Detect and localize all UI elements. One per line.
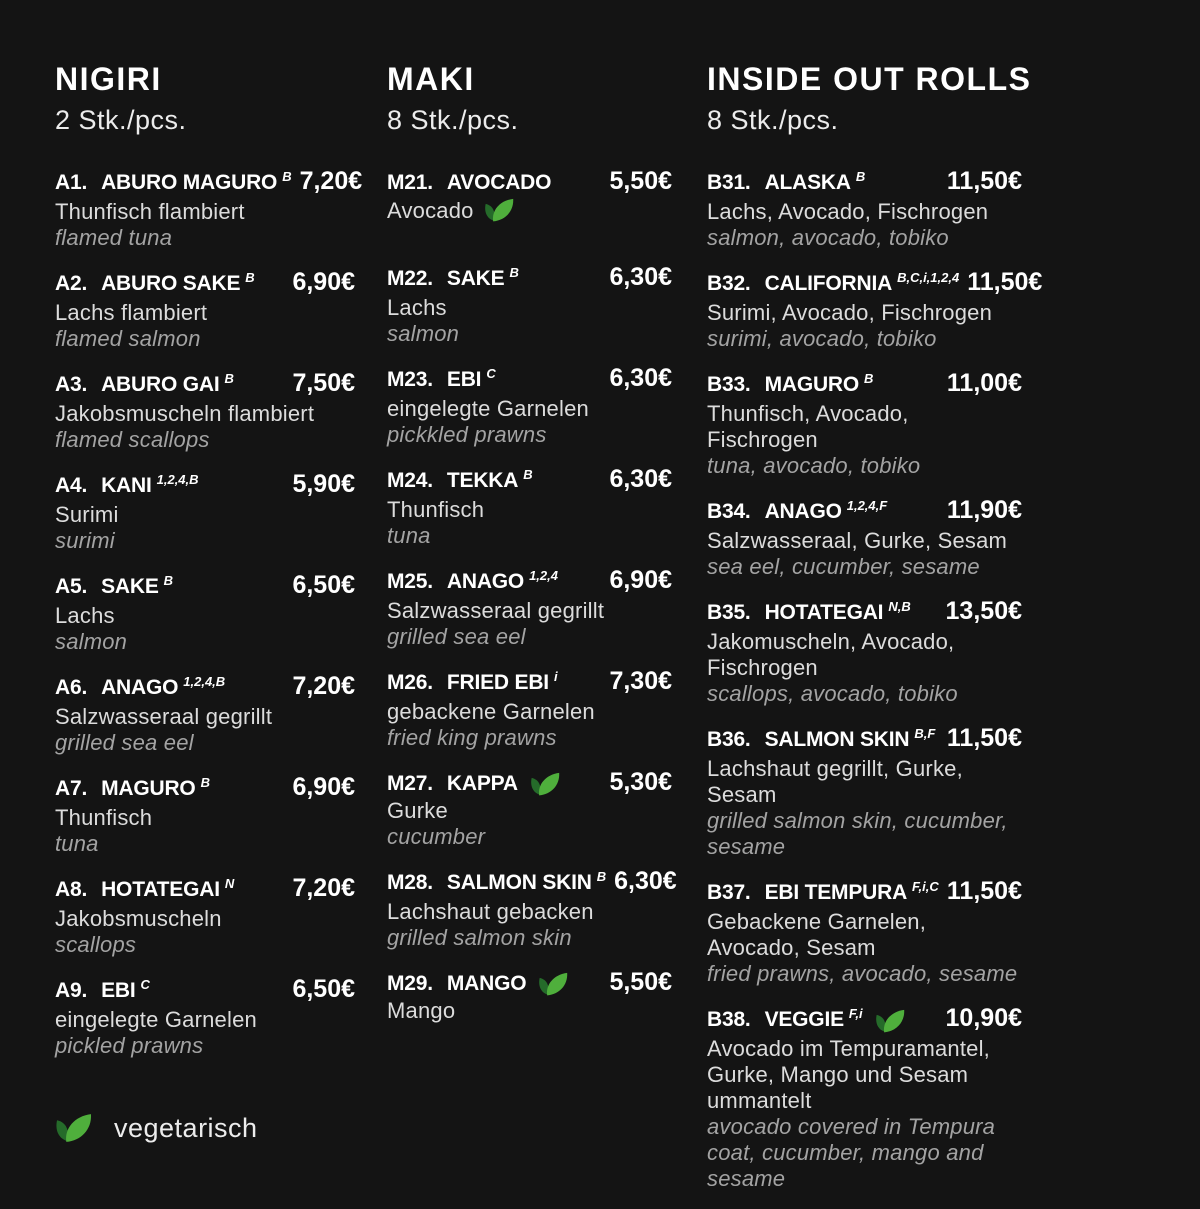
item-name-row: [707, 267, 1043, 300]
section-items: [707, 166, 1043, 1209]
vegetarian-leaf-icon: [530, 771, 560, 798]
menu-item: [707, 167, 1022, 251]
menu-item: [387, 768, 672, 850]
item-name: MAGURO: [101, 776, 196, 800]
item-code: M24.: [387, 468, 433, 492]
item-name: EBI: [101, 978, 136, 1002]
item-name: EBI: [446, 367, 482, 391]
menu-item: [707, 597, 1022, 707]
item-description-en: grilled sea eel: [55, 729, 194, 755]
item-price: 6,50€: [292, 974, 355, 1003]
menu-item: [55, 672, 355, 756]
item-description-de: Thunfisch: [55, 804, 153, 830]
menu-item: [55, 975, 355, 1059]
item-description-en: fried prawns, avocado, sesame: [707, 960, 1018, 986]
item-name-row: [55, 268, 355, 300]
item-price: 7,50€: [292, 368, 355, 397]
item-description-de: Salzwasseraal gegrillt: [55, 703, 273, 729]
item-description-de: Lachs: [387, 294, 447, 320]
item-code: M25.: [387, 569, 433, 593]
item-name-row: [387, 768, 672, 798]
item-name: ANAGO: [446, 569, 525, 593]
item-code: A9.: [55, 978, 88, 1002]
item-description-de: Salzwasseraal, Gurke, Sesam: [707, 527, 1008, 553]
item-name-row: [55, 874, 355, 906]
item-code: M28.: [387, 870, 433, 894]
item-price: 7,20€: [299, 166, 363, 195]
menu-item: [707, 877, 1022, 987]
item-code: B32.: [707, 271, 751, 295]
item-name-row: [387, 566, 672, 598]
item-price: 6,30€: [609, 262, 672, 291]
item-price: 11,50€: [946, 166, 1022, 195]
menu-item: [707, 496, 1022, 580]
item-description-de: Thunfisch, Avocado, Fischrogen: [707, 400, 909, 452]
section-subtitle: 8 Stk./pcs.: [387, 104, 519, 135]
item-description-de: Avocado im Tempuramantel, Gurke, Mango und Sesam ummantelt: [707, 1035, 990, 1113]
item-name-row: [387, 465, 672, 497]
item-name-row: [387, 866, 677, 899]
item-description-de: Lachs, Avocado, Fischrogen: [707, 198, 989, 224]
item-code: A4.: [55, 473, 88, 497]
item-code: A3.: [55, 372, 88, 396]
menu-item: [387, 667, 672, 751]
item-price: 6,30€: [614, 866, 677, 895]
menu-item: [387, 566, 672, 650]
item-name-row: [55, 470, 355, 502]
item-allergen-codes: F,i: [848, 1005, 863, 1021]
item-name-row: [707, 597, 1022, 629]
item-code: B33.: [707, 372, 751, 396]
section-title: MAKI: [387, 61, 475, 97]
item-allergen-codes: B: [509, 264, 519, 280]
menu-item: [55, 268, 355, 352]
menu-item: [55, 470, 355, 554]
item-price: 7,30€: [609, 666, 672, 695]
item-code: A1.: [55, 170, 88, 194]
item-name: MANGO: [446, 971, 527, 995]
item-name: EBI TEMPURA: [764, 880, 908, 904]
item-name-row: [707, 496, 1022, 528]
item-name: ANAGO: [101, 675, 179, 699]
menu-item: [55, 874, 355, 958]
item-description-de: Lachshaut gebacken: [387, 898, 594, 924]
item-description-de: gebackene Garnelen: [387, 698, 595, 724]
item-price: 13,50€: [945, 596, 1022, 625]
item-name-row: [55, 975, 355, 1007]
item-name: SALMON SKIN: [446, 870, 592, 894]
menu-item: [55, 571, 355, 655]
item-name: SAKE: [446, 266, 505, 290]
item-name-row: [55, 571, 355, 603]
item-description-en: flamed tuna: [55, 224, 173, 250]
item-description-en: grilled salmon skin, cucumber, sesame: [707, 807, 1008, 859]
item-price: 11,50€: [946, 723, 1022, 752]
item-code: B31.: [707, 170, 751, 194]
item-price: 11,50€: [946, 876, 1022, 905]
item-description-en: pickled prawns: [55, 1032, 204, 1058]
item-price: 11,90€: [946, 495, 1022, 524]
item-description-en: salmon: [55, 628, 128, 654]
item-name: SALMON SKIN: [764, 727, 910, 751]
item-allergen-codes: B: [224, 370, 234, 386]
section-subtitle: 2 Stk./pcs.: [55, 104, 187, 135]
item-allergen-codes: B: [282, 168, 292, 184]
item-code: B35.: [707, 600, 751, 624]
item-description-de: Avocado: [387, 197, 672, 224]
vegetarian-leaf-icon: [55, 1112, 92, 1145]
item-description-en: flamed salmon: [55, 325, 201, 351]
item-allergen-codes: B: [596, 868, 607, 884]
item-code: A2.: [55, 271, 88, 295]
item-allergen-codes: B,C,i,1,2,4: [897, 269, 960, 285]
item-name: HOTATEGAI: [101, 877, 220, 901]
item-name-row: [387, 667, 672, 699]
item-name: ABURO GAI: [101, 372, 220, 396]
item-name-row: [707, 1004, 1022, 1036]
item-code: B34.: [707, 499, 751, 523]
item-allergen-codes: B: [245, 269, 255, 285]
item-allergen-codes: B: [163, 572, 174, 588]
menu-board: [55, 61, 1043, 1209]
item-description-en: tuna, avocado, tobiko: [707, 452, 921, 478]
menu-item: [387, 866, 677, 951]
menu-item: [55, 773, 355, 857]
item-code: M29.: [387, 971, 433, 995]
item-description-en: fried king prawns: [387, 724, 557, 750]
menu-item: [55, 369, 355, 453]
item-price: 7,20€: [292, 671, 355, 700]
item-allergen-codes: 1,2,4,F: [846, 497, 888, 513]
item-description-en: pickkled prawns: [387, 421, 547, 447]
menu-item: [707, 724, 1022, 860]
item-allergen-codes: i: [553, 668, 558, 684]
item-description-de: Jakobsmuscheln: [55, 905, 222, 931]
item-code: B37.: [707, 880, 751, 904]
item-code: A5.: [55, 574, 88, 598]
item-code: B36.: [707, 727, 751, 751]
item-price: 11,50€: [967, 267, 1043, 296]
vegetarian-legend-label: vegetarisch: [114, 1113, 258, 1143]
item-name: ALASKA: [764, 170, 851, 194]
item-description-en: scallops: [55, 931, 137, 957]
item-name: CALIFORNIA: [764, 271, 893, 295]
item-name: FRIED EBI: [446, 670, 549, 694]
item-name-row: [387, 167, 672, 197]
item-name: HOTATEGAI: [764, 600, 884, 624]
item-allergen-codes: 1,2,4: [529, 567, 558, 583]
item-description-de: Thunfisch flambiert: [55, 198, 245, 224]
item-name-row: [707, 724, 1022, 756]
item-code: M22.: [387, 266, 433, 290]
menu-section: [387, 61, 677, 1209]
item-description-de: Gebackene Garnelen, Avocado, Sesam: [707, 908, 927, 960]
item-description-en: flamed scallops: [55, 426, 210, 452]
item-allergen-codes: B: [200, 774, 210, 790]
item-price: 6,30€: [609, 464, 672, 493]
item-description-de: Lachs: [55, 602, 115, 628]
item-price: 11,00€: [946, 368, 1022, 397]
item-code: A8.: [55, 877, 88, 901]
item-price: 6,30€: [609, 363, 672, 392]
item-code: M26.: [387, 670, 433, 694]
item-name: KAPPA: [446, 771, 518, 795]
item-description-de: Surimi, Avocado, Fischrogen: [707, 299, 993, 325]
item-allergen-codes: N,B: [888, 598, 911, 614]
item-description-de: eingelegte Garnelen: [55, 1006, 257, 1032]
item-description-en: grilled sea eel: [387, 623, 526, 649]
item-allergen-codes: B,F: [914, 725, 936, 741]
menu-section: [55, 61, 363, 1209]
item-description-de: Thunfisch: [387, 496, 485, 522]
section-items: [55, 166, 363, 1076]
section-subtitle: 8 Stk./pcs.: [707, 104, 839, 135]
item-description-en: grilled salmon skin: [387, 924, 572, 950]
item-description-de: Surimi: [55, 501, 119, 527]
item-description-en: avocado covered in Tempura coat, cucumber, mango and sesame: [707, 1113, 996, 1191]
item-description-de: Salzwasseraal gegrillt: [387, 597, 605, 623]
item-code: B38.: [707, 1007, 751, 1031]
item-allergen-codes: C: [486, 365, 496, 381]
menu-item: [387, 263, 672, 347]
item-code: A7.: [55, 776, 88, 800]
item-description-de: Lachs flambiert: [55, 299, 208, 325]
item-allergen-codes: 1,2,4,B: [156, 471, 199, 487]
item-code: M23.: [387, 367, 433, 391]
item-name: ANAGO: [764, 499, 842, 523]
item-description-en: scallops, avocado, tobiko: [707, 680, 958, 706]
item-allergen-codes: N: [224, 875, 235, 891]
item-name-row: [707, 877, 1022, 909]
item-name: AVOCADO: [446, 170, 552, 194]
item-name-row: [387, 263, 672, 295]
item-allergen-codes: 1,2,4,B: [183, 673, 226, 689]
item-price: 6,90€: [292, 772, 355, 801]
item-description-en: tuna: [387, 522, 431, 548]
item-description-en: tuna: [55, 830, 99, 856]
item-price: 5,50€: [609, 166, 672, 195]
item-description-de: Jakobsmuscheln flambiert: [55, 400, 315, 426]
item-name: ABURO SAKE: [101, 271, 241, 295]
item-name: TEKKA: [446, 468, 519, 492]
item-name: MAGURO: [764, 372, 860, 396]
item-code: M27.: [387, 771, 433, 795]
item-description-en: salmon, avocado, tobiko: [707, 224, 949, 250]
item-name-row: [707, 167, 1022, 199]
item-description-de: Jakomuscheln, Avocado, Fischrogen: [707, 628, 955, 680]
item-name-row: [387, 364, 672, 396]
menu-item: [387, 167, 672, 246]
menu-item: [387, 465, 672, 549]
vegetarian-leaf-icon: [538, 971, 568, 998]
menu-item: [707, 1004, 1022, 1192]
item-name: ABURO MAGURO: [101, 170, 278, 194]
item-name-row: [55, 672, 355, 704]
menu-item: [707, 369, 1022, 479]
item-description-en: surimi, avocado, tobiko: [707, 325, 937, 351]
section-title: NIGIRI: [55, 61, 162, 97]
item-description-de: Mango: [387, 997, 456, 1023]
item-price: 5,30€: [609, 767, 672, 796]
item-allergen-codes: B: [864, 370, 874, 386]
item-name-row: [55, 369, 355, 401]
section-title: INSIDE OUT ROLLS: [707, 61, 1032, 97]
menu-item: [387, 968, 672, 1047]
item-price: 6,50€: [292, 570, 355, 599]
item-allergen-codes: C: [140, 976, 150, 992]
item-price: 6,90€: [292, 267, 355, 296]
item-description-de: Lachshaut gegrillt, Gurke, Sesam: [707, 755, 963, 807]
item-allergen-codes: B: [855, 168, 866, 184]
menu-item: [387, 364, 672, 448]
item-name: VEGGIE: [764, 1007, 844, 1031]
item-name-row: [55, 773, 355, 805]
vegetarian-legend: [55, 1112, 258, 1145]
item-name-row: [55, 166, 363, 199]
item-price: 7,20€: [292, 873, 355, 902]
item-description-de: Gurke: [387, 797, 448, 823]
item-name: SAKE: [101, 574, 159, 598]
section-items: [387, 166, 677, 1064]
item-price: 5,90€: [292, 469, 355, 498]
menu-item: [55, 166, 363, 251]
item-description-en: sea eel, cucumber, sesame: [707, 553, 980, 579]
menu-section: [707, 61, 1043, 1209]
item-price: 6,90€: [609, 565, 672, 594]
item-code: M21.: [387, 170, 433, 194]
item-name-row: [387, 968, 672, 998]
item-name-row: [707, 369, 1022, 401]
item-allergen-codes: F,i,C: [912, 878, 939, 894]
item-price: 5,50€: [609, 967, 672, 996]
item-price: 10,90€: [945, 1003, 1022, 1032]
item-description-en: salmon: [387, 320, 460, 346]
item-name: KANI: [101, 473, 152, 497]
menu-item: [707, 267, 1043, 352]
vegetarian-leaf-icon: [875, 1008, 905, 1035]
item-code: A6.: [55, 675, 88, 699]
vegetarian-leaf-icon: [484, 197, 514, 224]
item-description-en: cucumber: [387, 823, 486, 849]
item-description-en: surimi: [55, 527, 115, 553]
item-allergen-codes: B: [523, 466, 533, 482]
item-description-de: eingelegte Garnelen: [387, 395, 589, 421]
